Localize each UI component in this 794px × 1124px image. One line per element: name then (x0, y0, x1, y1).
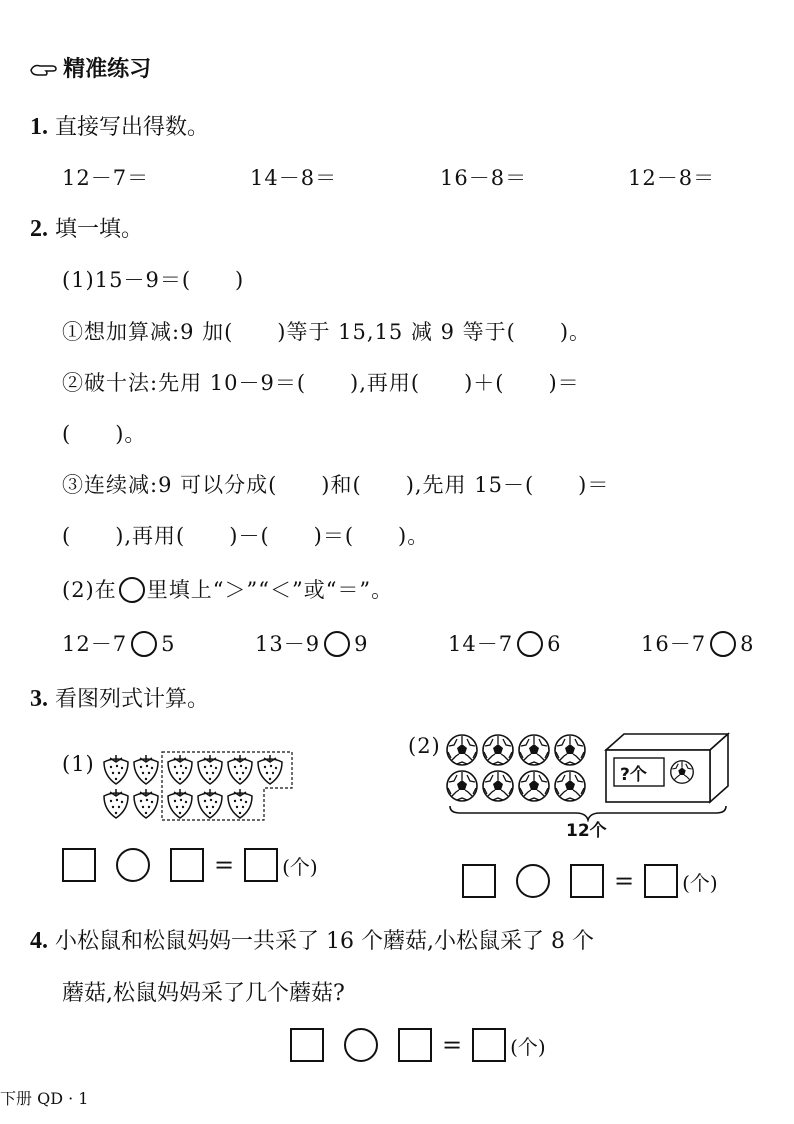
strawberry-icon (104, 755, 128, 784)
answer-box[interactable] (398, 1028, 432, 1062)
q3-part1-equation (62, 848, 318, 882)
compare-circle[interactable] (131, 631, 157, 657)
equals-sign: = (614, 867, 635, 895)
soccer-balls-picture (444, 732, 594, 804)
answer-box[interactable] (244, 848, 278, 882)
q4-line-1: 小松鼠和松鼠妈妈一共采了 16 个蘑菇,小松鼠采了 8 个 (55, 929, 594, 954)
answer-box[interactable] (62, 848, 96, 882)
answer-box[interactable] (644, 864, 678, 898)
q2-part2 (62, 574, 393, 604)
q3-number: 3. (30, 686, 48, 712)
q2-title: 填一填。 (55, 217, 144, 242)
answer-box[interactable] (170, 848, 204, 882)
section-header (30, 52, 151, 83)
answer-box[interactable] (290, 1028, 324, 1062)
q4-line-2: 蘑菇,松鼠妈妈采了几个蘑菇? (62, 981, 345, 1006)
compare-left: 13－9 (255, 632, 321, 656)
hand-pointer-icon (30, 60, 58, 78)
compare-right: 8 (740, 632, 755, 656)
compare-circle[interactable] (710, 631, 736, 657)
equals-sign: = (214, 851, 235, 879)
unit-label: (个) (282, 854, 318, 879)
q3-part2-equation (462, 864, 718, 898)
q1-item-1: 12－7＝ (62, 166, 150, 190)
q4-row-1 (30, 924, 594, 955)
answer-circle[interactable] (119, 577, 145, 603)
operator-circle[interactable] (344, 1028, 378, 1062)
strawberry-icon (228, 755, 252, 784)
soccer-ball-icon (519, 735, 549, 765)
compare-right: 9 (354, 632, 369, 656)
strawberry-icon (134, 789, 158, 818)
q2-number: 2. (30, 216, 48, 242)
q2-part2-suffix: 里填上“＞”“＜”或“＝”。 (146, 578, 394, 602)
operator-circle[interactable] (116, 848, 150, 882)
q3-part1-label: (1) (62, 752, 95, 776)
strawberry-icon (228, 789, 252, 818)
equals-sign: = (442, 1031, 463, 1059)
q1-item-4: 12－8＝ (628, 166, 716, 190)
unit-label: (个) (682, 870, 718, 895)
answer-box[interactable] (472, 1028, 506, 1062)
q3-part2-label: (2) (408, 734, 441, 758)
q4-number: 4. (30, 928, 48, 954)
q1-title: 直接写出得数。 (55, 115, 210, 140)
q1-item-3: 16－8＝ (440, 166, 528, 190)
strawberry-icon (198, 789, 222, 818)
q2-title-row (30, 212, 143, 243)
soccer-ball-icon (555, 771, 585, 801)
q2-line-4: ③连续减:9 可以分成( )和( ),先用 15－( )＝ (62, 473, 610, 497)
compare-circle[interactable] (517, 631, 543, 657)
strawberry-icon (168, 789, 192, 818)
q3-title: 看图列式计算。 (55, 687, 210, 712)
compare-left: 14－7 (448, 632, 514, 656)
q2-line-3: ( )。 (62, 422, 147, 446)
q1-item-2: 14－8＝ (250, 166, 338, 190)
compare-left: 12－7 (62, 632, 128, 656)
answer-box[interactable] (462, 864, 496, 898)
compare-item-3 (448, 628, 561, 658)
soccer-ball-icon (447, 735, 477, 765)
box-label: ?个 (620, 765, 647, 785)
q2-part1: (1)15－9＝( ) (62, 268, 245, 292)
q4-equation (290, 1028, 546, 1062)
soccer-ball-icon (483, 771, 513, 801)
q2-line-1: ①想加算减:9 加( )等于 15,15 减 9 等于( )。 (62, 320, 592, 344)
compare-left: 16－7 (641, 632, 707, 656)
soccer-ball-icon (447, 771, 477, 801)
q2-line-2: ②破十法:先用 10－9＝( ),再用( )＋( )＝ (62, 371, 580, 395)
q2-part2-prefix: (2)在 (62, 578, 117, 602)
soccer-ball-icon (483, 735, 513, 765)
compare-circle[interactable] (324, 631, 350, 657)
q3-title-row (30, 682, 209, 713)
soccer-ball-icon (519, 771, 549, 801)
strawberry-icon (258, 755, 282, 784)
q1-title-row (30, 110, 209, 141)
compare-item-1 (62, 628, 175, 658)
strawberry-icon (104, 789, 128, 818)
compare-right: 6 (547, 632, 562, 656)
unit-label: (个) (510, 1034, 546, 1059)
strawberry-picture (98, 748, 298, 824)
compare-item-4 (641, 628, 754, 658)
compare-right: 5 (161, 632, 176, 656)
page-footer: 下册 QD · 1 (0, 1089, 89, 1108)
q2-line-5: ( ),再用( )－( )＝( )。 (62, 524, 430, 548)
strawberry-icon (198, 755, 222, 784)
strawberry-icon (168, 755, 192, 784)
compare-item-2 (255, 628, 368, 658)
section-title: 精准练习 (63, 57, 152, 82)
operator-circle[interactable] (516, 864, 550, 898)
q1-number: 1. (30, 114, 48, 140)
answer-box[interactable] (570, 864, 604, 898)
strawberry-icon (134, 755, 158, 784)
total-label: 12个 (566, 821, 607, 841)
soccer-ball-icon (555, 735, 585, 765)
